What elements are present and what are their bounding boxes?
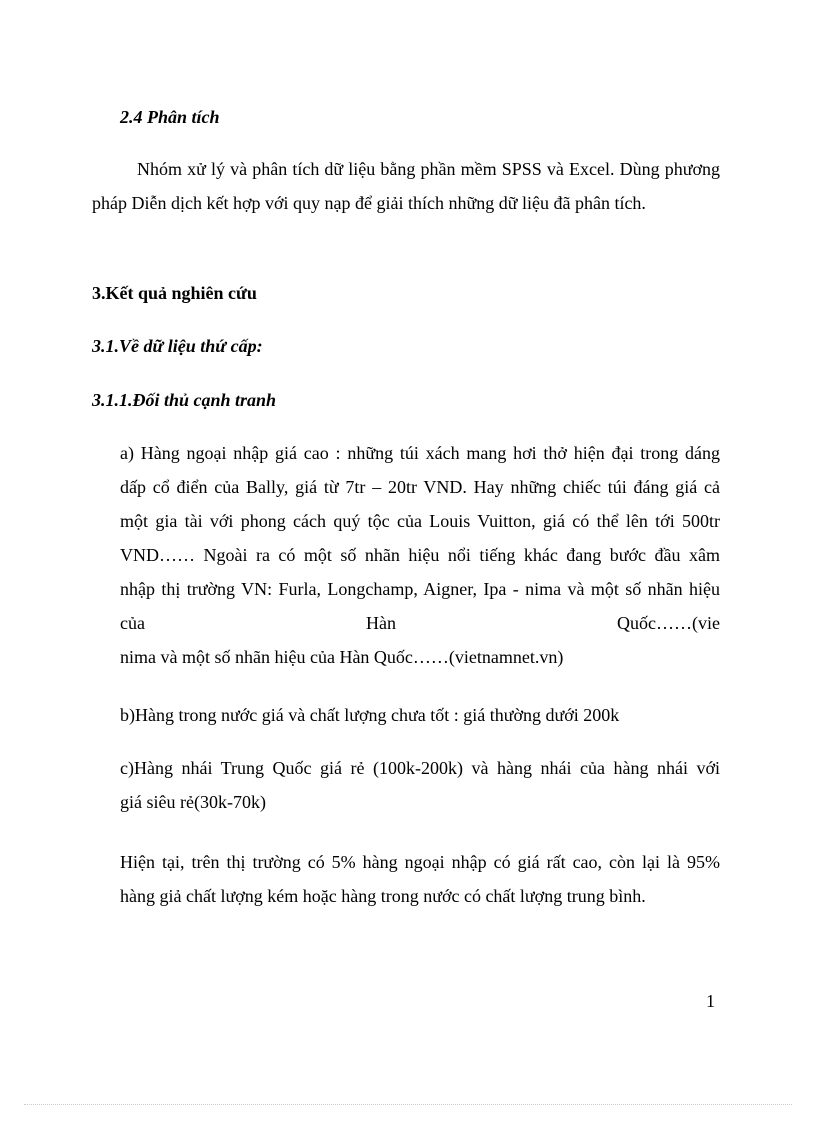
- paragraph-line: a) Hàng ngoại nhập giá cao : những túi xách mang hơi thở hiện đại trong dáng: [120, 443, 720, 463]
- results-heading: 3.Kết quả nghiên cứu: [92, 283, 257, 303]
- paragraph-line: Hiện tại, trên thị trường có 5% hàng ngoại nhập có giá rất cao, còn lại là 95%: [120, 852, 720, 872]
- paragraph-market-share: [120, 845, 720, 913]
- section-heading: 2.4 Phân tích: [120, 107, 220, 127]
- intro-paragraph: Nhóm xử lý và phân tích dữ liệu bằng phần mềm SPSS và Excel. Dùng phương pháp Diễn dịch kết hợp với quy nạp để giải thích những dữ liệu đã phân tích.: [92, 159, 720, 213]
- page-number: 1: [706, 991, 715, 1011]
- secondary-data-heading: 3.1.Về dữ liệu thứ cấp:: [92, 336, 263, 356]
- competitors-heading: 3.1.1.Đối thủ cạnh tranh: [92, 390, 277, 410]
- paragraph-imported-goods: [120, 436, 720, 674]
- paragraph-counterfeit-goods: [120, 751, 720, 819]
- paragraph-line: VND…… Ngoài ra có một số nhãn hiệu nổi tiếng khác đang bước đầu xâm: [120, 545, 720, 565]
- paragraph-line: hàng giả chất lượng kém hoặc hàng trong nước có chất lượng trung bình.: [120, 886, 646, 906]
- paragraph-line: một gia tài với phong cách quý tộc của Louis Vuitton, giá có thể lên tới 500tr: [120, 511, 720, 531]
- paragraph-line: c)Hàng nhái Trung Quốc giá rẻ (100k-200k) và hàng nhái của hàng nhái với: [120, 758, 720, 778]
- paragraph-line: của Hàn Quốc……(vie: [120, 613, 720, 633]
- paragraph-line: dấp cổ điển của Bally, giá từ 7tr – 20tr VND. Hay những chiếc túi đáng giá cả: [120, 477, 720, 497]
- paragraph-line: nhập thị trường VN: Furla, Longchamp, Aigner, Ipa - nima và một số nhãn hiệu: [120, 579, 720, 599]
- paragraph-domestic-goods: b)Hàng trong nước giá và chất lượng chưa tốt : giá thường dưới 200k: [120, 705, 620, 725]
- page-bottom-divider: [24, 1104, 792, 1105]
- paragraph-line: giá siêu rẻ(30k-70k): [120, 792, 266, 812]
- paragraph-line: nima và một số nhãn hiệu của Hàn Quốc……(vietnamnet.vn): [120, 647, 564, 667]
